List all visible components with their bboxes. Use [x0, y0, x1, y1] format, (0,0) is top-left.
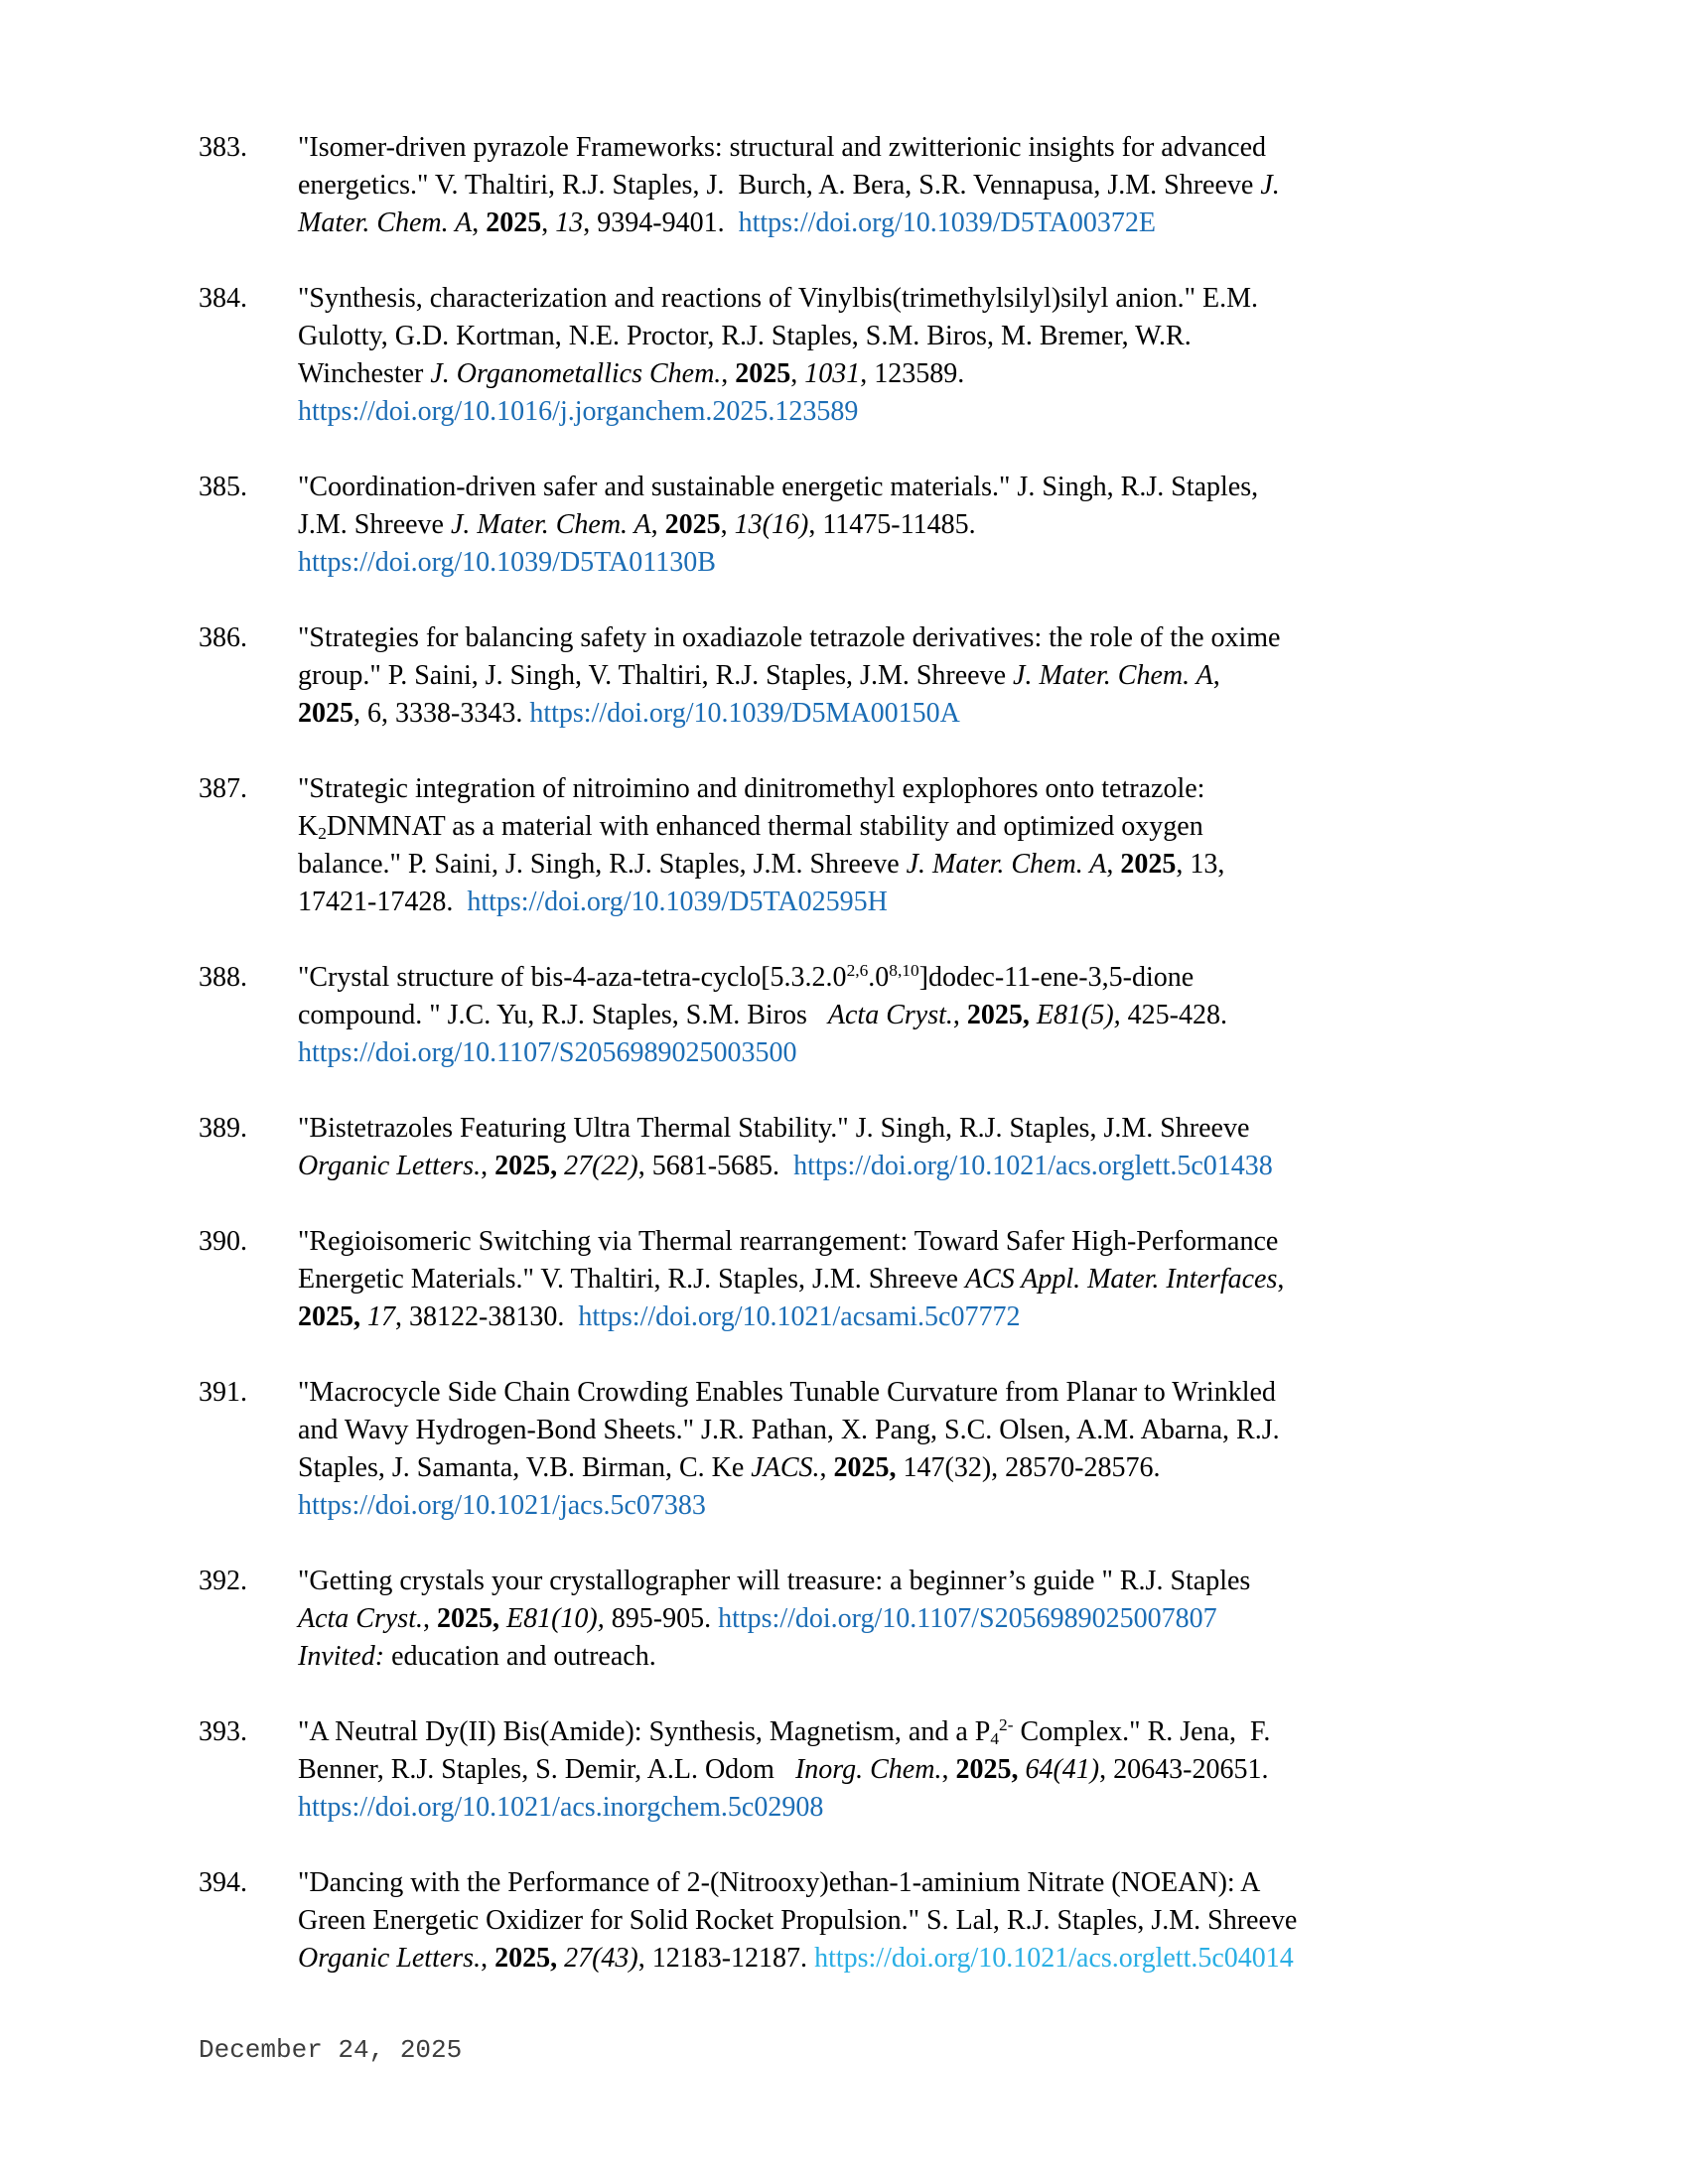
- reference-text: [298, 1223, 1499, 1336]
- text-segment: 2025: [1120, 849, 1177, 880]
- text-segment: Invited:: [298, 1641, 385, 1672]
- reference-number: 385.: [199, 472, 247, 502]
- text-segment: 2025: [486, 207, 542, 238]
- doi-link[interactable]: https://doi.org/10.1039/D5TA02595H: [467, 887, 888, 917]
- text-segment: [360, 1301, 367, 1332]
- reference-item: [199, 1864, 1499, 1978]
- reference-text: [298, 1713, 1499, 1827]
- text-segment: ,: [952, 1000, 967, 1030]
- text-segment: ,: [790, 358, 805, 389]
- doi-link[interactable]: https://doi.org/10.1107/S2056989025003500: [298, 1037, 797, 1068]
- text-segment: Energetic Materials." V. Thaltiri, R.J. Staples, J.M. Shreeve: [298, 1264, 965, 1295]
- text-segment: Acta Cryst.: [298, 1603, 423, 1634]
- text-segment: Gulotty, G.D. Kortman, N.E. Proctor, R.J. Staples, S.M. Biros, M. Bremer, W.R.: [298, 321, 1192, 351]
- text-segment: "Crystal structure of bis-4-aza-tetra-cyclo[5.3.2.0: [298, 962, 847, 993]
- reference-line: [298, 1487, 1499, 1525]
- text-segment: E81(10),: [506, 1603, 605, 1634]
- text-segment: DNMNAT as a material with enhanced thermal stability and optimized oxygen: [326, 811, 1203, 842]
- reference-item: [199, 619, 1499, 733]
- reference-line: [298, 1638, 1499, 1676]
- reference-line: [298, 544, 1499, 582]
- text-segment: "Strategic integration of nitroimino and dinitromethyl explophores onto tetrazole:: [298, 773, 1205, 804]
- reference-line: [298, 318, 1499, 355]
- reference-line: [298, 1261, 1499, 1298]
- text-segment: 17: [367, 1301, 395, 1332]
- text-segment: 2025: [735, 358, 791, 389]
- text-segment: Staples, J. Samanta, V.B. Birman, C. Ke: [298, 1452, 752, 1483]
- reference-line: [298, 1902, 1499, 1940]
- text-segment: J. Mater. Chem. A: [1013, 660, 1213, 691]
- reference-line: [298, 619, 1499, 657]
- reference-line: [298, 506, 1499, 544]
- reference-text: [298, 280, 1499, 431]
- text-segment: "Synthesis, characterization and reactions of Vinylbis(trimethylsilyl)silyl anion." E.M.: [298, 283, 1259, 314]
- text-segment: 2025,: [833, 1452, 897, 1483]
- text-segment: ,: [481, 1151, 495, 1181]
- text-segment: J. Mater. Chem. A: [450, 509, 651, 540]
- reference-line: [298, 1298, 1499, 1336]
- text-segment: .0: [868, 962, 890, 993]
- text-segment: Benner, R.J. Staples, S. Demir, A.L. Odom: [298, 1754, 795, 1785]
- text-segment: Complex." R. Jena, F.: [1013, 1716, 1271, 1747]
- text-segment: J.: [1260, 170, 1280, 201]
- text-segment: ,: [1212, 660, 1220, 691]
- text-segment: 895-905.: [604, 1603, 719, 1634]
- reference-line: [298, 393, 1499, 431]
- text-segment: 2025,: [966, 1000, 1030, 1030]
- text-segment: "Strategies for balancing safety in oxadiazole tetrazole derivatives: the role of the oxime: [298, 622, 1281, 653]
- reference-line: [298, 1034, 1499, 1072]
- reference-line: [298, 469, 1499, 506]
- reference-text: [298, 469, 1499, 582]
- text-segment: Organic Letters.: [298, 1151, 482, 1181]
- reference-text: [298, 770, 1499, 921]
- text-segment: "Getting crystals your crystallographer will treasure: a beginner’s guide " R.J. Staples: [298, 1566, 1251, 1596]
- reference-item: [199, 1563, 1499, 1676]
- text-segment: 1031: [804, 358, 861, 389]
- reference-text: [298, 129, 1499, 242]
- reference-item: [199, 1713, 1499, 1827]
- reference-number: 387.: [199, 773, 247, 804]
- text-segment: , 38122-38130.: [395, 1301, 579, 1332]
- text-segment: ,: [472, 207, 487, 238]
- text-segment: 2: [318, 823, 327, 843]
- text-segment: balance." P. Saini, J. Singh, R.J. Staples, J.M. Shreeve: [298, 849, 907, 880]
- reference-line: [298, 1789, 1499, 1827]
- reference-text: [298, 1563, 1499, 1676]
- doi-link[interactable]: https://doi.org/10.1016/j.jorganchem.2025.123589: [298, 396, 859, 427]
- text-segment: [499, 1603, 506, 1634]
- text-segment: 2025,: [298, 1301, 360, 1332]
- text-segment: , 6, 3338-3343.: [353, 698, 530, 729]
- text-segment: "Coordination-driven safer and sustainable energetic materials." J. Singh, R.J. Staples,: [298, 472, 1259, 502]
- text-segment: "A Neutral Dy(II) Bis(Amide): Synthesis, Magnetism, and a P: [298, 1716, 991, 1747]
- text-segment: 2,6: [846, 961, 869, 981]
- reference-line: [298, 1148, 1499, 1185]
- reference-line: [298, 1751, 1499, 1789]
- reference-line: [298, 280, 1499, 318]
- text-segment: ,: [423, 1603, 437, 1634]
- text-segment: 2025,: [494, 1943, 558, 1974]
- text-segment: ]dodec-11-ene-3,5-dione: [918, 962, 1195, 993]
- text-segment: 17421-17428.: [298, 887, 468, 917]
- text-segment: energetics." V. Thaltiri, R.J. Staples, J. Burch, A. Bera, S.R. Vennapusa, J.M. Shreeve: [298, 170, 1261, 201]
- text-segment: 13: [555, 207, 584, 238]
- reference-line: [298, 695, 1499, 733]
- text-segment: , 123589.: [860, 358, 965, 389]
- reference-list: [199, 129, 1499, 2015]
- footer-date: December 24, 2025: [199, 2035, 463, 2065]
- reference-line: [298, 770, 1499, 808]
- reference-line: [298, 1600, 1499, 1638]
- text-segment: Organic Letters.: [298, 1943, 482, 1974]
- text-segment: E81(5),: [1036, 1000, 1121, 1030]
- doi-link[interactable]: https://doi.org/10.1107/S2056989025007807: [718, 1603, 1217, 1634]
- doi-link[interactable]: https://doi.org/10.1039/D5MA00150A: [529, 698, 960, 729]
- doi-link[interactable]: https://doi.org/10.1021/acsami.5c07772: [578, 1301, 1021, 1332]
- text-segment: ,: [941, 1754, 956, 1785]
- reference-line: [298, 1449, 1499, 1487]
- reference-text: [298, 1374, 1499, 1525]
- text-segment: 2025,: [437, 1603, 499, 1634]
- reference-number: 390.: [199, 1226, 247, 1257]
- text-segment: 2-: [999, 1715, 1014, 1735]
- text-segment: "Isomer-driven pyrazole Frameworks: structural and zwitterionic insights for advanced: [298, 132, 1266, 163]
- text-segment: ,: [1106, 849, 1121, 880]
- reference-item: [199, 129, 1499, 242]
- text-segment: , 12183-12187.: [637, 1943, 815, 1974]
- reference-number: 394.: [199, 1867, 247, 1898]
- reference-line: [298, 1110, 1499, 1148]
- text-segment: J.M. Shreeve: [298, 509, 451, 540]
- text-segment: Inorg. Chem.: [794, 1754, 942, 1785]
- text-segment: ACS Appl. Mater. Interfaces: [964, 1264, 1278, 1295]
- text-segment: Mater. Chem. A: [298, 207, 473, 238]
- doi-link[interactable]: https://doi.org/10.1021/acs.orglett.5c04014: [814, 1943, 1294, 1974]
- reference-line: [298, 1563, 1499, 1600]
- text-segment: 8,10: [889, 961, 919, 981]
- text-segment: 2025,: [955, 1754, 1019, 1785]
- reference-line: [298, 205, 1499, 242]
- reference-line: [298, 959, 1499, 997]
- text-segment: 27(43): [564, 1943, 638, 1974]
- text-segment: "Bistetrazoles Featuring Ultra Thermal Stability." J. Singh, R.J. Staples, J.M. Shreeve: [298, 1113, 1250, 1144]
- text-segment: 13(16): [734, 509, 809, 540]
- text-segment: ,: [650, 509, 665, 540]
- reference-number: 386.: [199, 622, 247, 653]
- doi-link[interactable]: https://doi.org/10.1039/D5TA00372E: [738, 207, 1156, 238]
- reference-line: [298, 1374, 1499, 1412]
- reference-line: [298, 1223, 1499, 1261]
- text-segment: 147(32), 28570-28576.: [896, 1452, 1161, 1483]
- doi-link[interactable]: https://doi.org/10.1021/acs.orglett.5c01438: [793, 1151, 1273, 1181]
- text-segment: 2025: [664, 509, 721, 540]
- reference-item: [199, 1110, 1499, 1185]
- text-segment: , 5681-5685.: [637, 1151, 794, 1181]
- text-segment: ,: [541, 207, 556, 238]
- reference-item: [199, 1223, 1499, 1336]
- text-segment: K: [298, 811, 319, 842]
- text-segment: JACS.: [751, 1452, 820, 1483]
- reference-line: [298, 1713, 1499, 1751]
- text-segment: compound. " J.C. Yu, R.J. Staples, S.M. Biros: [298, 1000, 828, 1030]
- reference-text: [298, 1864, 1499, 1978]
- text-segment: 2025: [298, 698, 353, 729]
- text-segment: 4: [990, 1728, 1000, 1748]
- text-segment: 64(41): [1025, 1754, 1100, 1785]
- text-segment: Acta Cryst.: [827, 1000, 953, 1030]
- reference-line: [298, 1864, 1499, 1902]
- text-segment: "Macrocycle Side Chain Crowding Enables Tunable Curvature from Planar to Wrinkled: [298, 1377, 1276, 1408]
- reference-line: [298, 129, 1499, 167]
- reference-item: [199, 469, 1499, 582]
- text-segment: [1030, 1000, 1037, 1030]
- text-segment: ,: [819, 1452, 834, 1483]
- text-segment: , 13,: [1176, 849, 1225, 880]
- reference-number: 392.: [199, 1566, 247, 1596]
- reference-number: 389.: [199, 1113, 247, 1144]
- doi-link[interactable]: https://doi.org/10.1039/D5TA01130B: [298, 547, 716, 578]
- reference-line: [298, 808, 1499, 846]
- text-segment: group." P. Saini, J. Singh, V. Thaltiri, R.J. Staples, J.M. Shreeve: [298, 660, 1014, 691]
- text-segment: education and outreach.: [384, 1641, 656, 1672]
- text-segment: , 11475-11485.: [808, 509, 976, 540]
- reference-line: [298, 657, 1499, 695]
- reference-text: [298, 959, 1499, 1072]
- reference-line: [298, 846, 1499, 884]
- text-segment: , 9394-9401.: [583, 207, 739, 238]
- text-segment: ,: [481, 1943, 495, 1974]
- reference-text: [298, 1110, 1499, 1185]
- reference-number: 384.: [199, 283, 247, 314]
- reference-line: [298, 167, 1499, 205]
- doi-link[interactable]: https://doi.org/10.1021/acs.inorgchem.5c02908: [298, 1792, 824, 1823]
- text-segment: and Wavy Hydrogen-Bond Sheets." J.R. Pathan, X. Pang, S.C. Olsen, A.M. Abarna, R.J.: [298, 1415, 1280, 1445]
- text-segment: "Dancing with the Performance of 2-(Nitrooxy)ethan-1-aminium Nitrate (NOEAN): A: [298, 1867, 1261, 1898]
- text-segment: , 20643-20651.: [1099, 1754, 1269, 1785]
- reference-item: [199, 1374, 1499, 1525]
- reference-line: [298, 1940, 1499, 1978]
- reference-line: [298, 1412, 1499, 1449]
- reference-line: [298, 884, 1499, 921]
- text-segment: J. Mater. Chem. A: [906, 849, 1107, 880]
- reference-item: [199, 280, 1499, 431]
- text-segment: ,: [720, 509, 735, 540]
- text-segment: "Regioisomeric Switching via Thermal rearrangement: Toward Safer High-Performance: [298, 1226, 1279, 1257]
- reference-line: [298, 997, 1499, 1034]
- reference-number: 393.: [199, 1716, 247, 1747]
- text-segment: 2025,: [494, 1151, 558, 1181]
- text-segment: ,: [721, 358, 736, 389]
- reference-item: [199, 959, 1499, 1072]
- text-segment: Green Energetic Oxidizer for Solid Rocket Propulsion." S. Lal, R.J. Staples, J.M. Shreeve: [298, 1905, 1298, 1936]
- reference-line: [298, 355, 1499, 393]
- reference-number: 383.: [199, 132, 247, 163]
- text-segment: Winchester: [298, 358, 431, 389]
- reference-number: 391.: [199, 1377, 247, 1408]
- text-segment: 425-428.: [1120, 1000, 1227, 1030]
- reference-number: 388.: [199, 962, 247, 993]
- reference-text: [298, 619, 1499, 733]
- text-segment: J. Organometallics Chem.: [430, 358, 722, 389]
- doi-link[interactable]: https://doi.org/10.1021/jacs.5c07383: [298, 1490, 706, 1521]
- text-segment: 27(22): [564, 1151, 638, 1181]
- reference-item: [199, 770, 1499, 921]
- text-segment: ,: [1277, 1264, 1285, 1295]
